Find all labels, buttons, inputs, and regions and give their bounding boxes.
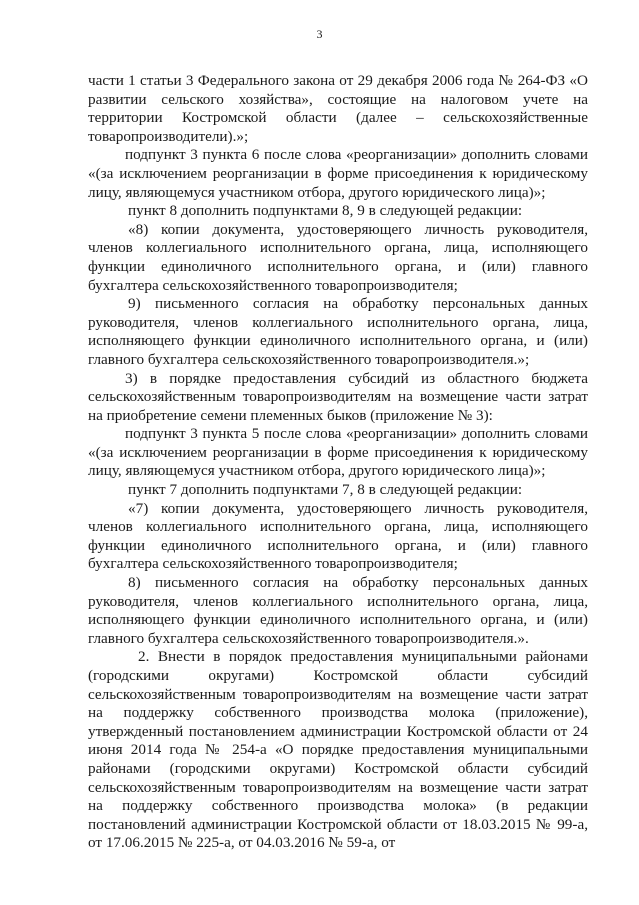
paragraph-item-8b: 8) письменного согласия на обработку персональных данных руководителя, членов коллегиального исполнительного органа, лица, исполняющего функции единоличного исполнительного органа, и (или) главного бухгалтера сельскохозяйственного товаропроизводителя.». (88, 574, 588, 647)
paragraph-section-2: 2. Внести в порядок предоставления муниципальными районами (городскими округами) Костромской области субсидий сельскохозяйственным товаропроизводителям на возмещение части затрат на поддержку собственного производства молока (приложение), утвержденный постановлением администрации Костромской области от 24 июня 2014 года № 254-а «О порядке предоставления муниципальными районами (городскими округами) Костромской области субсидий сельскохозяйственным товаропроизводителям на возмещение части затрат на поддержку собственного производства молока» (в редакции постановлений администрации Костромской области от 18.03.2015 № 99-а, от 17.06.2015 № 225-а, от 04.03.2016 № 59-а, от (88, 648, 588, 852)
page-number: 3 (316, 27, 323, 41)
paragraph-subpoint-3-point-6: подпункт 3 пункта 6 после слова «реорганизации» дополнить словами «(за исключением реорганизации в форме присоединения к юридическому лицу, являющемуся участником отбора, другого юридического лица)»; (88, 146, 588, 201)
paragraph-point-8: пункт 8 дополнить подпунктами 8, 9 в следующей редакции: (128, 202, 523, 220)
paragraph-continuation: части 1 статьи 3 Федерального закона от 29 декабря 2006 года № 264-ФЗ «О развитии сельского хозяйства», состоящие на налоговом учете на территории Костромской области (далее – сельскохозяйственные товаропроизводители).»; (88, 72, 588, 145)
document-body (88, 72, 588, 853)
paragraph-section-3: 3) в порядке предоставления субсидий из областного бюджета сельскохозяйственным товаропроизводителям на возмещение части затрат на приобретение семени племенных быков (приложение № 3): (88, 369, 588, 424)
paragraph-item-7: «7) копии документа, удостоверяющего личность руководителя, членов коллегиального исполнительного органа, лица, исполняющего функции единоличного исполнительного органа, и (или) главного бухгалтера сельскохозяйственного товаропроизводителя; (88, 499, 588, 573)
paragraph-item-9: 9) письменного согласия на обработку персональных данных руководителя, членов коллегиального исполнительного органа, лица, исполняющего функции единоличного исполнительного органа, и (или) главного бухгалтера сельскохозяйственного товаропроизводителя.»; (88, 295, 588, 368)
paragraph-point-7: пункт 7 дополнить подпунктами 7, 8 в следующей редакции: (128, 481, 523, 499)
paragraph-subpoint-3-point-5: подпункт 3 пункта 5 после слова «реорганизации» дополнить словами «(за исключением реорганизации в форме присоединения к юридическому лицу, являющемуся участником отбора, другого юридического лица)»; (88, 425, 588, 480)
paragraph-item-8: «8) копии документа, удостоверяющего личность руководителя, членов коллегиального исполнительного органа, лица, исполняющего функции единоличного исполнительного органа, и (или) главного бухгалтера сельскохозяйственного товаропроизводителя; (88, 220, 588, 294)
